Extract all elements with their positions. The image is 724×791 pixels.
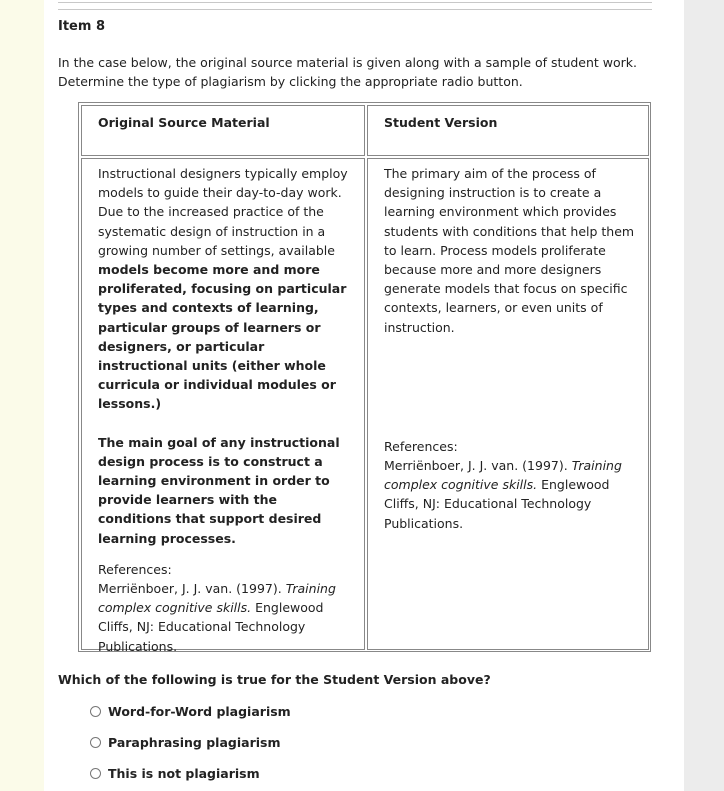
student-ref-title: Training complex cognitive skills.	[384, 458, 622, 493]
student-reference	[384, 456, 638, 533]
student-text: The primary aim of the process of designing instruction is to create a learning environment which provides students with conditions that help them to learn. Process models proliferate because more and more designers generate models that focus on specific contexts, learners, or even units of instruction.	[384, 166, 635, 335]
question-prompt: Which of the following is true for the Student Version above?	[58, 672, 491, 687]
original-ref-title: Training complex cognitive skills.	[98, 581, 336, 616]
question-content	[44, 0, 684, 791]
option-not-plagiarism[interactable]	[90, 763, 260, 783]
divider	[58, 2, 652, 3]
original-intro: Instructional designers typically employ models to guide their day-to-day work. Due to the increased practice of the systematic design of instruction in a growing number of settings, available	[98, 166, 348, 258]
original-bold-passage-1: models become more and more proliferated, focusing on particular types and contexts of learning, particular groups of learners or designers, or particular instructional units (either whole curricula or individual modules or lessons.)	[98, 262, 347, 412]
comparison-table	[78, 102, 651, 652]
header-student	[367, 105, 649, 156]
radio-button[interactable]	[90, 737, 101, 748]
option-label: Paraphrasing plagiarism	[108, 734, 281, 750]
right-scrollbar-area	[684, 0, 724, 791]
original-ref-author: Merriënboer, J. J. van. (1997).	[98, 581, 282, 597]
option-word-for-word[interactable]	[90, 701, 291, 721]
student-ref-author: Merriënboer, J. J. van. (1997).	[384, 458, 568, 474]
header-original	[81, 105, 365, 156]
radio-button[interactable]	[90, 706, 101, 717]
student-version-cell	[367, 158, 649, 650]
radio-button[interactable]	[90, 768, 101, 779]
original-references-label: References:	[98, 561, 172, 577]
original-ref-publisher: Englewood Cliffs, NJ: Educational Technology Publications.	[98, 600, 324, 654]
original-bold-passage-2: The main goal of any instructional design process is to construct a learning environment in order to provide learners with the conditions that support desired learning processes.	[98, 434, 340, 546]
option-label: This is not plagiarism	[108, 765, 260, 781]
item-title: Item 8	[58, 19, 105, 34]
option-paraphrasing[interactable]	[90, 732, 280, 752]
student-ref-publisher: Englewood Cliffs, NJ: Educational Technology Publications.	[384, 477, 610, 531]
divider	[58, 9, 652, 10]
option-label: Word-for-Word plagiarism	[108, 703, 291, 719]
original-source-cell	[81, 158, 365, 654]
original-reference	[98, 579, 352, 656]
student-references-label: References:	[384, 438, 458, 454]
left-gutter	[0, 0, 44, 791]
header-original-label: Original Source Material	[98, 115, 270, 130]
instructions: In the case below, the original source material is given along with a sample of student work. Determine the type of plagiarism by clicking the appropriate radio button.	[58, 55, 638, 89]
header-student-label: Student Version	[384, 115, 498, 130]
